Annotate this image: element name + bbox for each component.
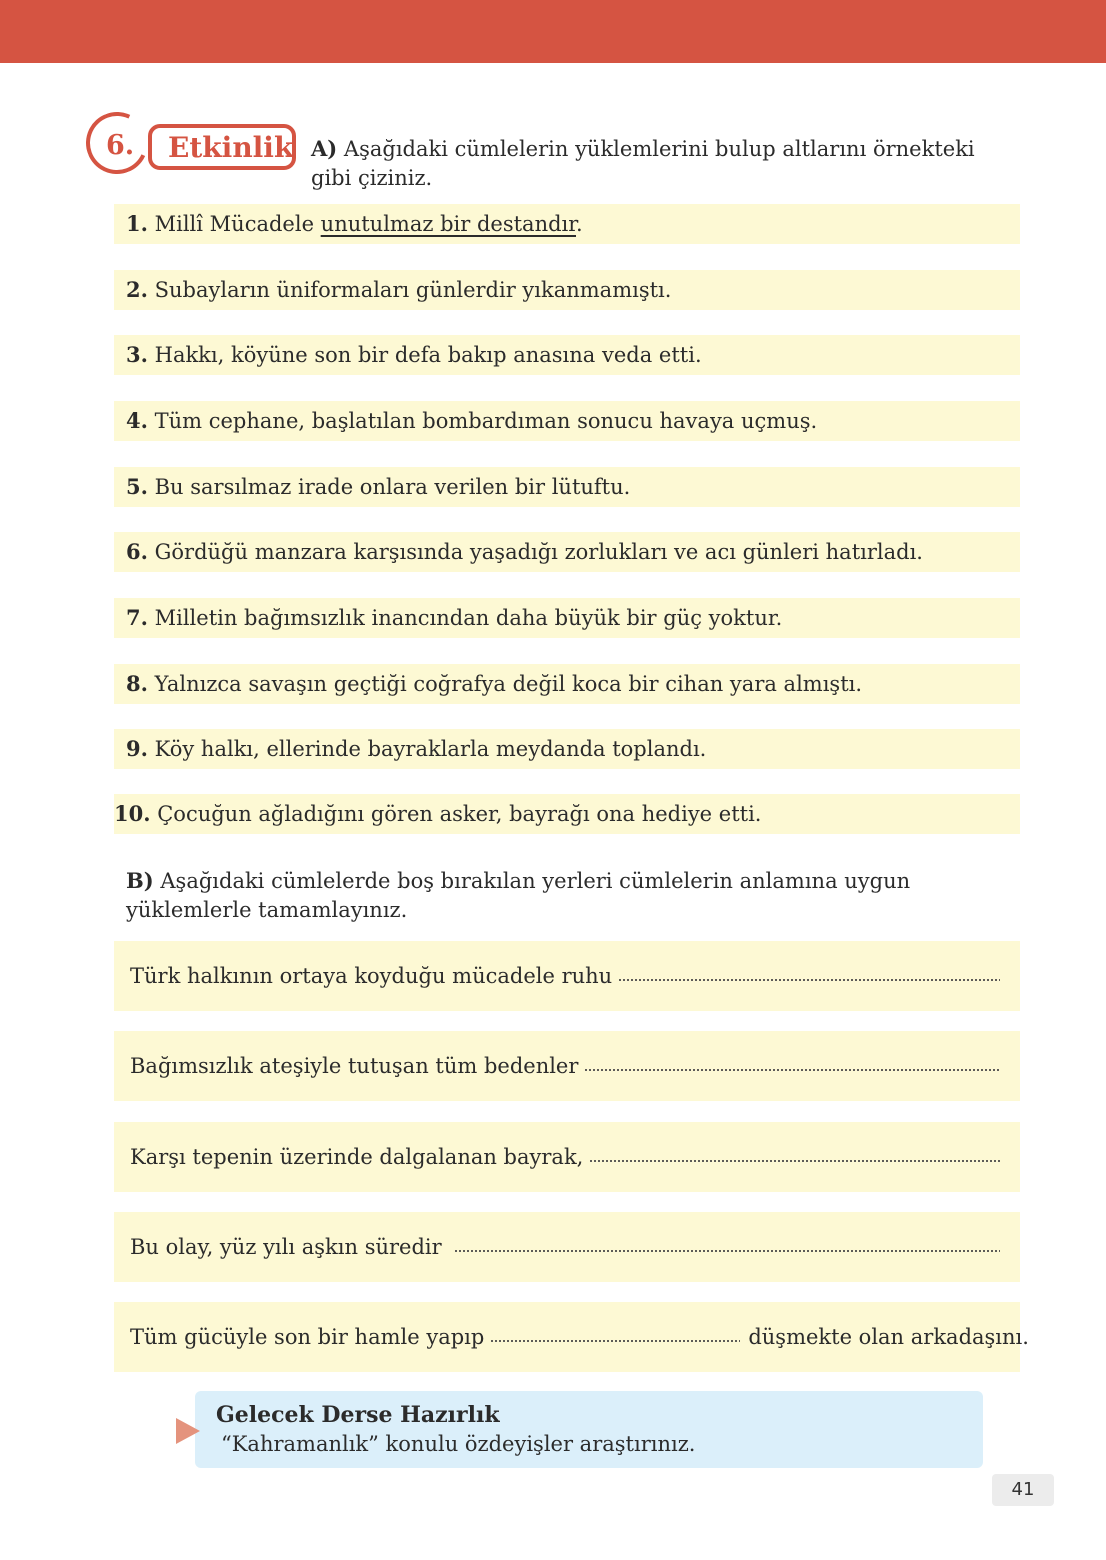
preparation-text: “Kahramanlık” konulu özdeyişler araştırınız. — [221, 1432, 696, 1456]
sentence-number: 5. — [126, 474, 148, 499]
fill-in-text: Bu olay, yüz yılı aşkın süredir — [130, 1235, 442, 1259]
sentence-number: 6. — [126, 539, 148, 564]
fill-in-text: Karşı tepenin üzerinde dalgalanan bayrak, — [130, 1145, 584, 1169]
preparation-title: Gelecek Derse Hazırlık — [216, 1402, 500, 1428]
activity-label-box — [148, 124, 296, 170]
sentence-row[interactable] — [114, 467, 1020, 507]
fill-in-row — [114, 1302, 1029, 1372]
fill-in-blank[interactable] — [618, 976, 1000, 984]
sentence-number: 7. — [126, 605, 148, 630]
part-b-instruction-text: Aşağıdaki cümlelerde boş bırakılan yerleri cümlelerin anlamına uygun yüklemlerle tamamlayınız. — [126, 869, 911, 922]
fill-in-text: Bağımsızlık ateşiyle tutuşan tüm bedenler — [130, 1054, 579, 1078]
sentence-row[interactable] — [114, 794, 1020, 834]
sentence-text: Köy halkı, ellerinde bayraklarla meydanda toplandı. — [154, 737, 707, 761]
fill-in-blank[interactable] — [589, 1157, 1000, 1165]
sentence-number: 8. — [126, 671, 148, 696]
part-b-instruction — [126, 866, 1016, 925]
top-color-bar — [0, 0, 1106, 63]
sentence-row[interactable] — [114, 598, 1020, 638]
sentence-row[interactable] — [114, 532, 1020, 572]
sentence-number: 2. — [126, 277, 148, 302]
part-b-lead: B) — [126, 868, 154, 893]
sentence-number: 1. — [126, 211, 148, 236]
sentence-text: Gördüğü manzara karşısında yaşadığı zorlukları ve acı günleri hatırladı. — [154, 540, 923, 564]
fill-in-blank[interactable] — [490, 1337, 740, 1345]
sentence-row[interactable] — [114, 664, 1020, 704]
activity-label: Etkinlik — [168, 131, 294, 164]
sentence-number: 4. — [126, 408, 148, 433]
sentence-number: 10. — [114, 801, 151, 826]
sentence-row[interactable] — [114, 401, 1020, 441]
sentence-row[interactable] — [114, 270, 1020, 310]
fill-in-blank[interactable] — [454, 1247, 1000, 1255]
part-a-instruction — [311, 134, 1011, 193]
sentence-text-before: Millî Mücadele — [154, 212, 321, 236]
sentence-text-after: . — [576, 212, 583, 236]
fill-in-blank[interactable] — [584, 1066, 1000, 1074]
sentence-row[interactable] — [114, 729, 1020, 769]
sentence-row-example — [114, 204, 1020, 244]
fill-in-text-after: düşmekte olan arkadaşını. — [748, 1325, 1029, 1349]
sentence-text: Yalnızca savaşın geçtiği coğrafya değil koca bir cihan yara almıştı. — [154, 672, 863, 696]
sentence-text: Çocuğun ağladığını gören asker, bayrağı ona hediye etti. — [157, 802, 762, 826]
fill-in-text: Tüm gücüyle son bir hamle yapıp — [130, 1325, 485, 1349]
fill-in-row — [114, 941, 1020, 1011]
sentence-text: Milletin bağımsızlık inancından daha büyük bir güç yoktur. — [154, 606, 783, 630]
part-a-lead: A) — [311, 136, 338, 161]
sentence-text: Subayların üniformaları günlerdir yıkanmamıştı. — [154, 278, 672, 302]
part-a-instruction-text: Aşağıdaki cümlelerin yüklemlerini bulup altlarını örnekteki gibi çiziniz. — [311, 137, 975, 190]
activity-badge — [86, 112, 300, 180]
sentence-row[interactable] — [114, 335, 1020, 375]
underlined-predicate: unutulmaz bir destandır — [320, 212, 576, 236]
sentence-text: Hakkı, köyüne son bir defa bakıp anasına veda etti. — [154, 343, 702, 367]
fill-in-row — [114, 1122, 1020, 1192]
fill-in-text: Türk halkının ortaya koyduğu mücadele ruhu — [130, 964, 613, 988]
sentence-number: 9. — [126, 736, 148, 761]
play-arrow-icon — [176, 1418, 200, 1444]
fill-in-row — [114, 1212, 1020, 1282]
fill-in-row — [114, 1031, 1020, 1101]
sentence-number: 3. — [126, 342, 148, 367]
page-number: 41 — [992, 1474, 1054, 1506]
sentence-text: Tüm cephane, başlatılan bombardıman sonucu havaya uçmuş. — [154, 409, 818, 433]
activity-number: 6. — [106, 130, 135, 161]
sentence-text: Bu sarsılmaz irade onlara verilen bir lütuftu. — [154, 475, 631, 499]
